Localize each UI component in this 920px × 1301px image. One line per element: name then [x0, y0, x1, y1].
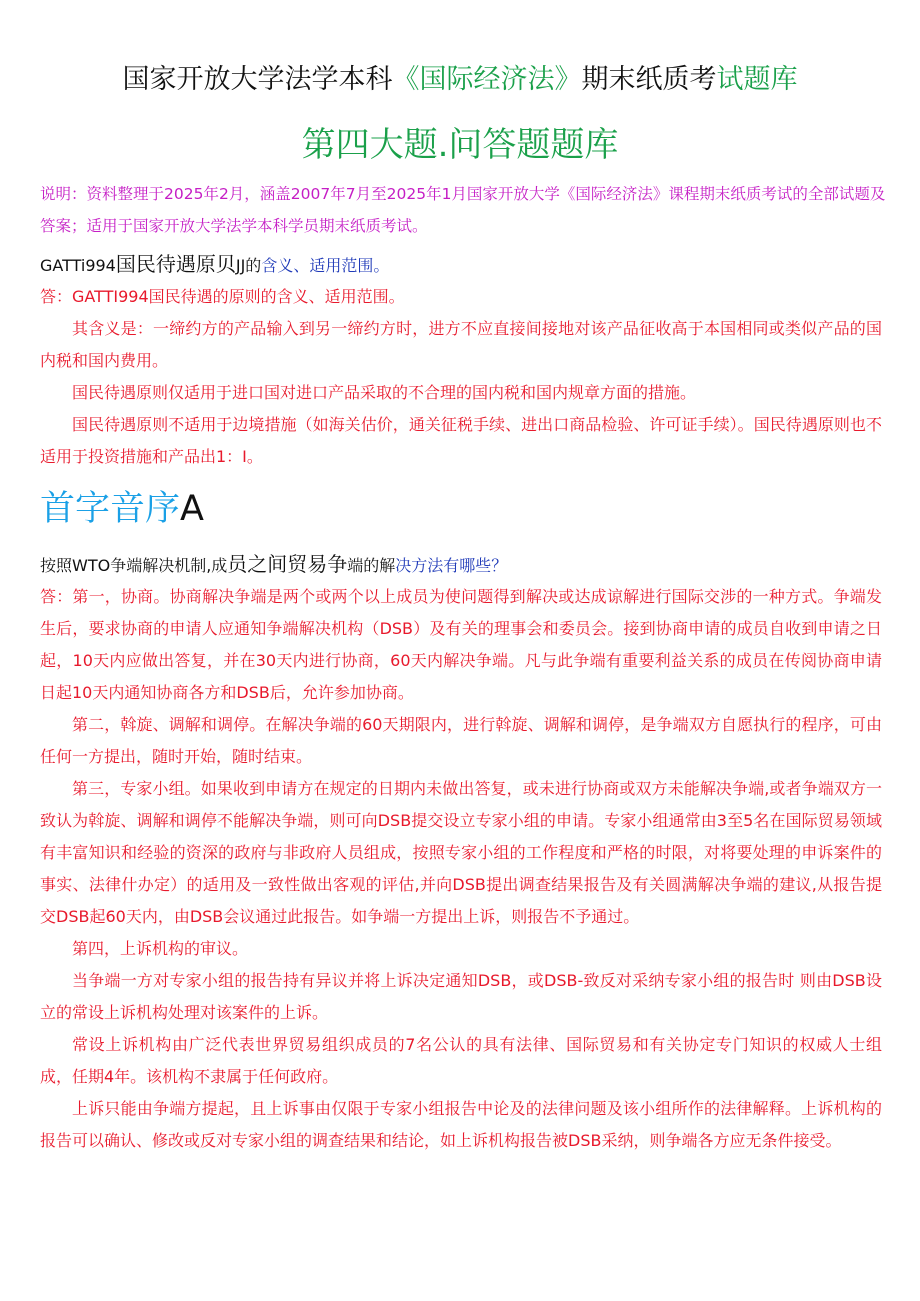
q1-paragraph: 其含义是：一缔约方的产品输入到另一缔约方时，进方不应直接间接地对该产品征收高于本国相同或类似产品的国内税和国内费用。 [40, 319, 882, 370]
q2-paragraph: 当争端一方对专家小组的报告持有异议并将上诉决定通知DSB，或DSB-致反对采纳专家小组的报告时 则由DSB设立的常设上诉机构处理对该案件的上诉。 [40, 971, 882, 1022]
alpha-heading-text: 首字音序 [40, 489, 181, 529]
question-1-block [40, 249, 882, 473]
question-1-title [40, 249, 882, 281]
alpha-heading [40, 485, 204, 533]
question-2-block [40, 549, 882, 1157]
q1-answer-head: 答：GATTI994国民待遇的原则的含义、适用范围。 [40, 287, 405, 306]
q1-mid: JJ的 [235, 256, 262, 275]
q1-paragraph: 国民待遇原则不适用于边境措施（如海关估价，通关征税手续、进出口商品检验、许可证手续）。国民待遇原则也不适用于投资措施和产品出1：I。 [40, 415, 882, 466]
document-title [0, 60, 920, 100]
q2-paragraph: 第二，斡旋、调解和调停。在解决争端的60天期限内，进行斡旋、调解和调停，是争端双方自愿执行的程序，可由任何一方提出，随时开始，随时结束。 [40, 715, 882, 766]
q1-big: 国民待遇原贝 [115, 252, 236, 276]
q2-big: 员之间贸易争 [227, 552, 348, 576]
q2-blue: 决方法有哪些？ [395, 556, 508, 575]
title-part-3: 期末纸质考 [581, 64, 717, 95]
q2-answer-first: 答：第一，协商。协商解决争端是两个或两个以上成员为使问题得到解决或达成谅解进行国际交涉的一种方式。争端发生后，要求协商的申请人应通知争端解决机构（DSB）及有关的理事会和委员会。接到协商申请的成员自收到申请之日起，10天内应做出答复，并在30天内进行协商，60天内解决争端。凡与此争端有重要利益关系的成员在传阅协商申请日起10天内通知协商各方和DSB后，允许参加协商。 [40, 587, 882, 702]
title-part-2: 《国际经济法》 [392, 64, 582, 95]
title-part-1: 国家开放大学法学本科 [122, 64, 393, 95]
q2-paragraph: 第三，专家小组。如果收到申请方在规定的日期内未做出答复，或未进行协商或双方未能解决争端,或者争端双方一致认为斡旋、调解和调停不能解决争端，则可向DSB提交设立专家小组的申请。专家小组通常由3至5名在国际贸易领域有丰富知识和经验的资深的政府与非政府人员组成，按照专家小组的工作程度和严格的时限，对将要处理的申诉案件的事实、法律什办定）的适用及一致性做出客观的评估,并向DSB提出调查结果报告及有关圆满解决争端的建议,从报告提交DSB起60天内，由DSB会议通过此报告。如争端一方提出上诉，则报告不予通过。 [40, 779, 882, 926]
q2-paragraph: 上诉只能由争端方提起，且上诉事由仅限于专家小组报告中论及的法律问题及该小组所作的法律解释。上诉机构的报告可以确认、修改或反对专家小组的调查结果和结论，如上诉机构报告被DSB采纳，则争端各方应无条件接受。 [40, 1099, 882, 1150]
q2-paragraph: 第四，上诉机构的审议。 [72, 939, 249, 958]
q1-prefix: GATTi994 [40, 256, 116, 275]
section-title: 第四大题.问答题题库 [301, 125, 619, 165]
alpha-heading-letter: A [180, 489, 204, 529]
q2-prefix: 按照WTO争端解决机制,成 [40, 556, 228, 575]
q1-blue: 含义、适用范围。 [261, 256, 390, 275]
title-part-4: 试题库 [716, 64, 798, 95]
q2-mid: 端的解 [347, 556, 396, 575]
q1-paragraph: 国民待遇原则仅适用于进口国对进口产品采取的不合理的国内税和国内规章方面的措施。 [72, 383, 697, 402]
question-2-title [40, 549, 882, 581]
description-note: 说明：资料整理于2025年2月，涵盖2007年7月至2025年1月国家开放大学《国际经济法》课程期末纸质考试的全部试题及答案；适用于国家开放大学法学本科学员期末纸质考试。 [40, 185, 886, 235]
q2-paragraph: 常设上诉机构由广泛代表世界贸易组织成员的7名公认的具有法律、国际贸易和有关协定专门知识的权威人士组成，任期4年。该机构不隶属于任何政府。 [40, 1035, 882, 1086]
